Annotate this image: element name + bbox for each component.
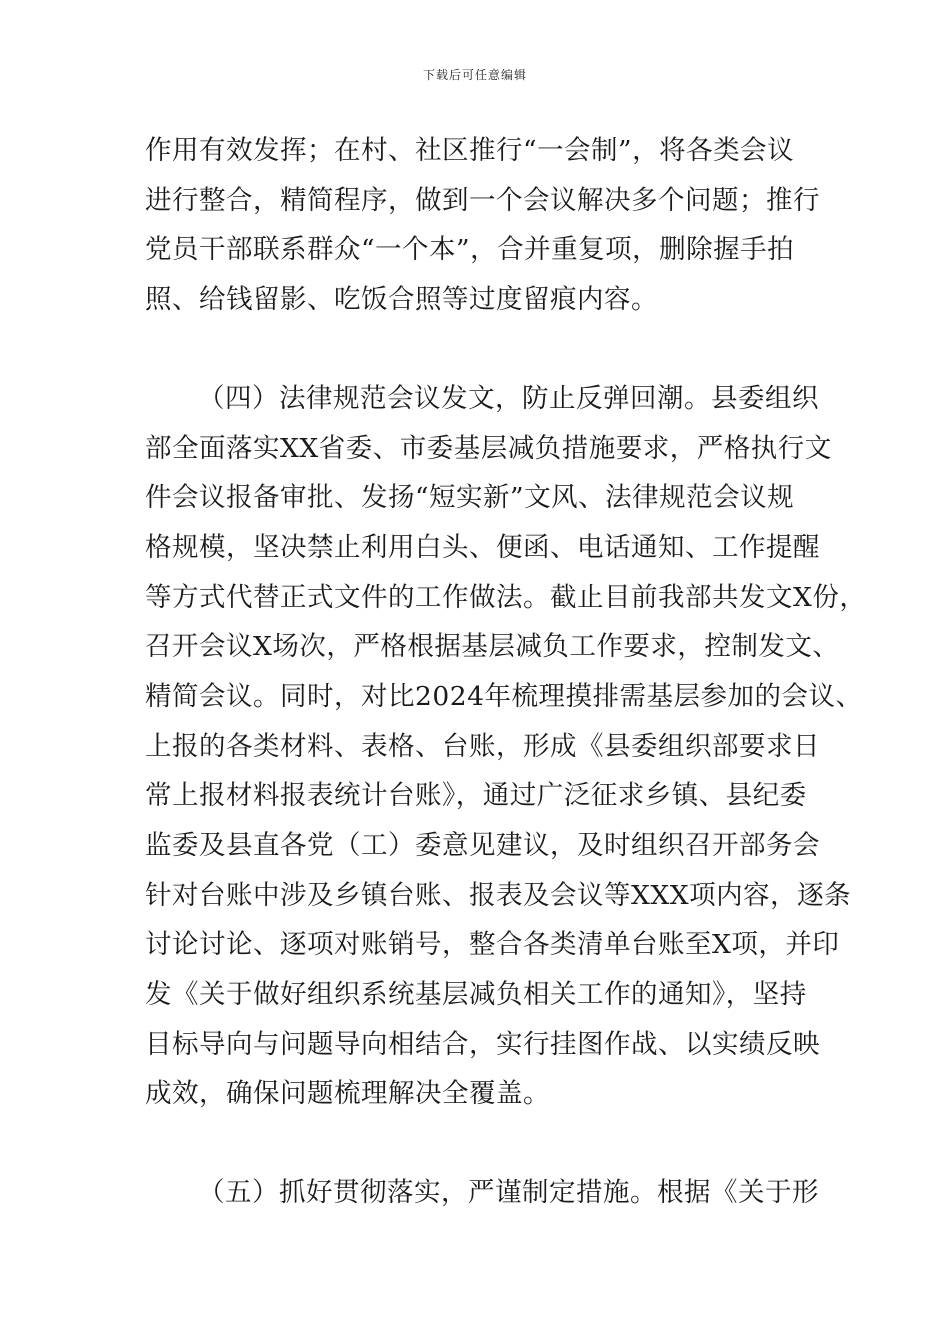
paragraph-3-line-1: （五）抓好贯彻落实，严谨制定措施。根据《关于形 [198,1177,819,1208]
paragraph-2-line-14: 目标导向与问题导向相结合，实行挂图作战、以实绩反映 [145,1029,820,1060]
paragraph-2-line-9: 常上报材料报表统计台账》，通过广泛征求乡镇、县纪委 [145,780,807,811]
paragraph-1-line-4: 照、给钱留影、吃饭合照等过度留痕内容。 [145,284,658,315]
paragraph-2-line-1: （四）法律规范会议发文，防止反弹回潮。县委组织 [198,383,819,414]
page-header: 下载后可任意编辑 [422,68,527,82]
paragraph-2-line-6: 召开会议X场次，严格根据基层减负工作要求，控制发文、 [145,631,840,662]
paragraph-2-line-13: 发《关于做好组织系统基层减负相关工作的通知》，坚持 [145,979,807,1010]
paragraph-1-line-3: 党员干部联系群众“一个本”，合并重复项，删除握手拍 [145,234,795,265]
paragraph-2-line-10: 监委及县直各党（工）委意见建议，及时组织召开部务会 [145,830,820,861]
paragraph-2-line-5: 等方式代替正式文件的工作做法。截止目前我部共发文X份， [145,582,867,613]
paragraph-2-line-8: 上报的各类材料、表格、台账，形成《县委组织部要求日 [145,731,820,762]
paragraph-2-line-7: 精简会议。同时，对比2024年梳理摸排需基层参加的会议、 [145,681,863,712]
paragraph-2-line-15: 成效，确保问题梳理解决全覆盖。 [145,1078,550,1109]
paragraph-1-line-2: 进行整合，精简程序，做到一个会议解决多个问题；推行 [145,185,820,216]
paragraph-2-line-3: 件会议报备审批、发扬“短实新”文风、法律规范会议规 [145,482,795,513]
paragraph-1-line-1: 作用有效发挥；在村、社区推行“一会制”，将各类会议 [145,135,795,166]
paragraph-2-line-12: 讨论讨论、逐项对账销号，整合各类清单台账至X项，并印 [145,929,840,960]
paragraph-2-line-4: 格规模，坚决禁止利用白头、便函、电话通知、工作提醒 [145,532,820,563]
paragraph-2-line-2: 部全面落实XX省委、市委基层减负措施要求，严格执行文 [145,433,832,464]
paragraph-2-line-11: 针对台账中涉及乡镇台账、报表及会议等XXX项内容，逐条 [145,880,852,911]
